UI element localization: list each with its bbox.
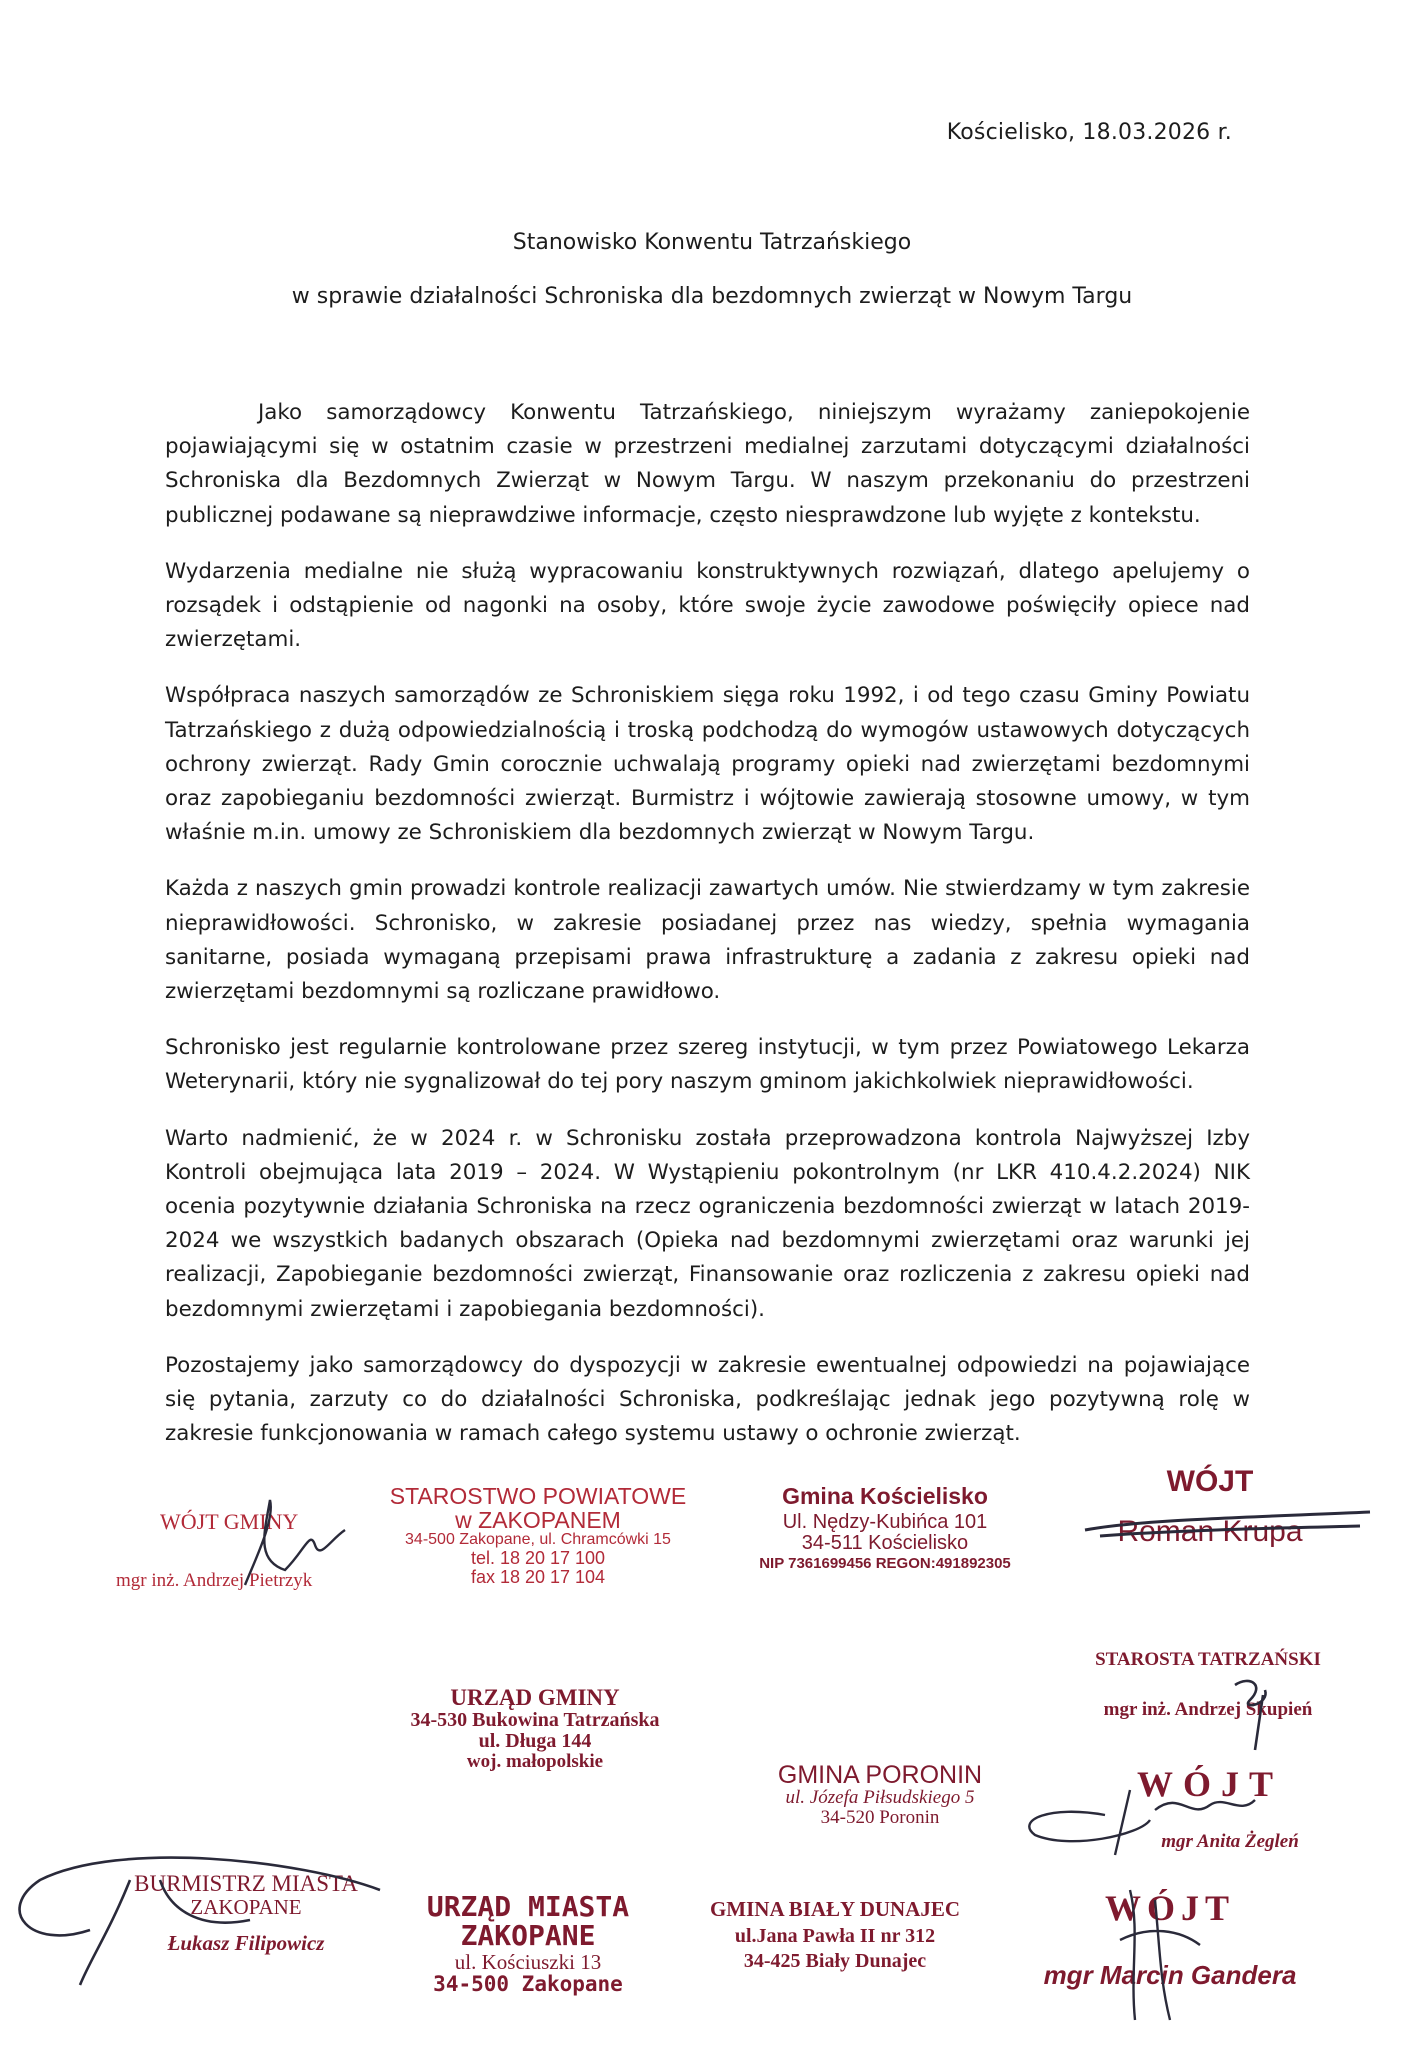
stamp-gmina-poronin: [720, 1762, 1040, 1828]
stamp-wojt-zeglen: [1080, 1766, 1340, 1852]
paragraph-1: Jako samorządowcy Konwentu Tatrzańskiego, niniejszym wyrażamy zaniepokojenie pojawiającymi się w ostatnim czasie w przestrzeni medialnej zarzutami dotyczącymi działalności Schroniska dla Bezdomnych Zwierząt w Nowym Targu. W naszym przekonaniu do przestrzeni publicznej podawane są nieprawdziwe informacje, często niesprawdzone lub wyjęte z kontekstu.: [165, 400, 1250, 528]
document-subtitle: w sprawie działalności Schroniska dla bezdomnych zwierząt w Nowym Targu: [291, 284, 1133, 309]
document-title: Stanowisko Konwentu Tatrzańskiego: [512, 230, 912, 255]
stamp-burmistrz-name: Łukasz Filipowicz: [167, 1931, 325, 1956]
stamp-wojt-krupa-name: Roman Krupa: [1117, 1514, 1303, 1548]
stamp-starostwo-line3: 34-500 Zakopane, ul. Chramcówki 15: [405, 1531, 671, 1549]
stamp-urzad-miasta-line3: ul. Kościuszki 13: [454, 1949, 602, 1974]
stamp-wojt-gandera-title: WÓJT: [1104, 1888, 1235, 1928]
stamp-urzad-gminy-bukowina: [370, 1686, 700, 1772]
stamp-bialy-dunajec-line3: 34-425 Biały Dunajec: [743, 1950, 927, 1973]
stamp-bialy-dunajec-line1: GMINA BIAŁY DUNAJEC: [709, 1897, 961, 1921]
stamp-starosta-title: STAROSTA TATRZAŃSKI: [1095, 1649, 1321, 1670]
paragraph-6: Warto nadmienić, że w 2024 r. w Schronisku została przeprowadzona kontrola Najwyższej Izby Kontroli obejmująca lata 2019 – 2024. W Wystąpieniu pokontrolnym (nr LKR 410.4.2.2024) NIK ocenia pozytywnie działania Schroniska na rzecz ograniczenia bezdomności zwierząt w latach 2019-2024 we wszystkich badanych obszarach (Opieka nad bezdomnymi zwierzętami oraz warunki jej realizacji, Zapobieganie bezdomności zwierząt, Finansowanie oraz rozliczenia z zakresu opieki nad bezdomnymi zwierzętami i zapobiegania bezdomności).: [165, 1125, 1250, 1322]
stamp-wojt-krupa-title: WÓJT: [1166, 1465, 1254, 1498]
stamp-bukowina-line2: 34-530 Bukowina Tatrzańska: [410, 1709, 660, 1732]
stamp-gmina-koscielisko: [720, 1484, 1050, 1572]
stamp-starosta-name: mgr inż. Andrzej Skupień: [1103, 1698, 1313, 1720]
stamp-burmistrz-line1: BURMISTRZ MIASTA: [134, 1871, 358, 1896]
stamp-koscielisko-line3: 34-511 Kościelisko: [801, 1532, 969, 1555]
stamp-bialy-dunajec: [665, 1898, 1005, 1972]
paragraph-7: Pozostajemy jako samorządowcy do dyspozycji w zakresie ewentualnej odpowiedzi na pojawiające się pytania, zarzuty co do działalności Schroniska, podkreślając jednak jego pozytywną rolę w zakresie funkcjonowania w ramach całego systemu ustawy o ochronie zwierząt.: [165, 1352, 1250, 1447]
stamp-burmistrz: [96, 1872, 396, 1954]
stamp-wojt-gandera-name: mgr Marcin Gandera: [1043, 1959, 1297, 1990]
stamp-bialy-dunajec-line2: ul.Jana Pawła II nr 312: [734, 1925, 936, 1948]
stamp-bukowina-line3: ul. Długa 144: [478, 1730, 592, 1753]
stamp-poronin-line1: GMINA PORONIN: [777, 1761, 983, 1789]
stamp-urzad-miasta-line1: URZĄD MIASTA: [426, 1890, 630, 1923]
paragraph-2: Wydarzenia medialne nie służą wypracowaniu konstruktywnych rozwiązań, dlatego apelujemy o rozsądek i odstąpienie od nagonki na osoby, które swoje życie zawodowe poświęciły opiece nad zwierzętami.: [165, 558, 1250, 653]
stamp-urzad-miasta-line2: ZAKOPANE: [460, 1919, 596, 1953]
stamp-koscielisko-line1: Gmina Kościelisko: [782, 1483, 988, 1509]
stamp-koscielisko-line4: NIP 7361699456 REGON:491892305: [759, 1555, 1011, 1573]
document-date: Kościelisko, 18.03.2026 r.: [946, 120, 1232, 145]
stamp-starostwo-line2: w ZAKOPANEM: [455, 1507, 621, 1534]
stamp-wojt-gandera: [1000, 1890, 1340, 1989]
stamp-poronin-line3: 34-520 Poronin: [820, 1807, 940, 1829]
stamp-urzad-miasta-line4: 34-500 Zakopane: [433, 1971, 623, 1996]
stamp-urzad-miasta: [378, 1892, 678, 1995]
stamp-wojt-krupa: [1090, 1466, 1330, 1547]
stamp-bukowina-line1: URZĄD GMINY: [450, 1685, 620, 1710]
stamp-wojt-zeglen-title: WÓJT: [1136, 1764, 1283, 1804]
stamp-wojt-zeglen-name: mgr Anita Żegleń: [1161, 1830, 1299, 1852]
document-body: [165, 396, 1250, 1473]
stamp-wojt-gminy: [116, 1509, 313, 1592]
stamp-starostwo-line5: fax 18 20 17 104: [470, 1566, 606, 1587]
stamp-starostwo-line4: tel. 18 20 17 100: [470, 1548, 606, 1569]
stamp-wojt-gminy-name: mgr inż. Andrzej Pietrzyk: [116, 1570, 313, 1592]
stamp-bukowina-line4: woj. małopolskie: [466, 1751, 604, 1773]
stamp-starostwo: [378, 1484, 698, 1587]
stamp-koscielisko-line2: Ul. Nędzy-Kubińca 101: [782, 1511, 988, 1534]
stamp-wojt-gminy-title: WÓJT GMINY: [160, 1509, 299, 1534]
stamp-poronin-line2: ul. Józefa Piłsudskiego 5: [785, 1787, 975, 1809]
stamp-burmistrz-line2: ZAKOPANE: [190, 1895, 302, 1920]
stamp-starostwo-line1: STAROSTWO POWIATOWE: [389, 1483, 687, 1509]
paragraph-4: Każda z naszych gmin prowadzi kontrole realizacji zawartych umów. Nie stwierdzamy w tym zakresie nieprawidłowości. Schronisko, w zakresie posiadanej przez nas wiedzy, spełnia wymagania sanitarne, posiada wymaganą przepisami prawa infrastrukturę a zadania z zakresu opieki nad zwierzętami bezdomnymi są rozliczane prawidłowo.: [165, 876, 1250, 1005]
stamp-starosta: [1078, 1650, 1338, 1720]
paragraph-3: Współpraca naszych samorządów ze Schroniskiem sięga roku 1992, i od tego czasu Gminy Powiatu Tatrzańskiego z dużą odpowiedzialnością i troską podchodzą do wymogów ustawowych dotyczących ochrony zwierząt. Rady Gmin corocznie uchwalają programy opieki nad zwierzętami bezdomnymi oraz zapobieganiu bezdomności zwierząt. Burmistrz i wójtowie zawierają stosowne umowy, w tym właśnie m.in. umowy ze Schroniskiem dla bezdomnych zwierząt w Nowym Targu.: [165, 683, 1250, 846]
paragraph-5: Schronisko jest regularnie kontrolowane przez szereg instytucji, w tym przez Powiatowego Lekarza Weterynarii, który nie sygnalizował do tej pory naszym gminom jakichkolwiek nieprawidłowości.: [165, 1035, 1250, 1095]
